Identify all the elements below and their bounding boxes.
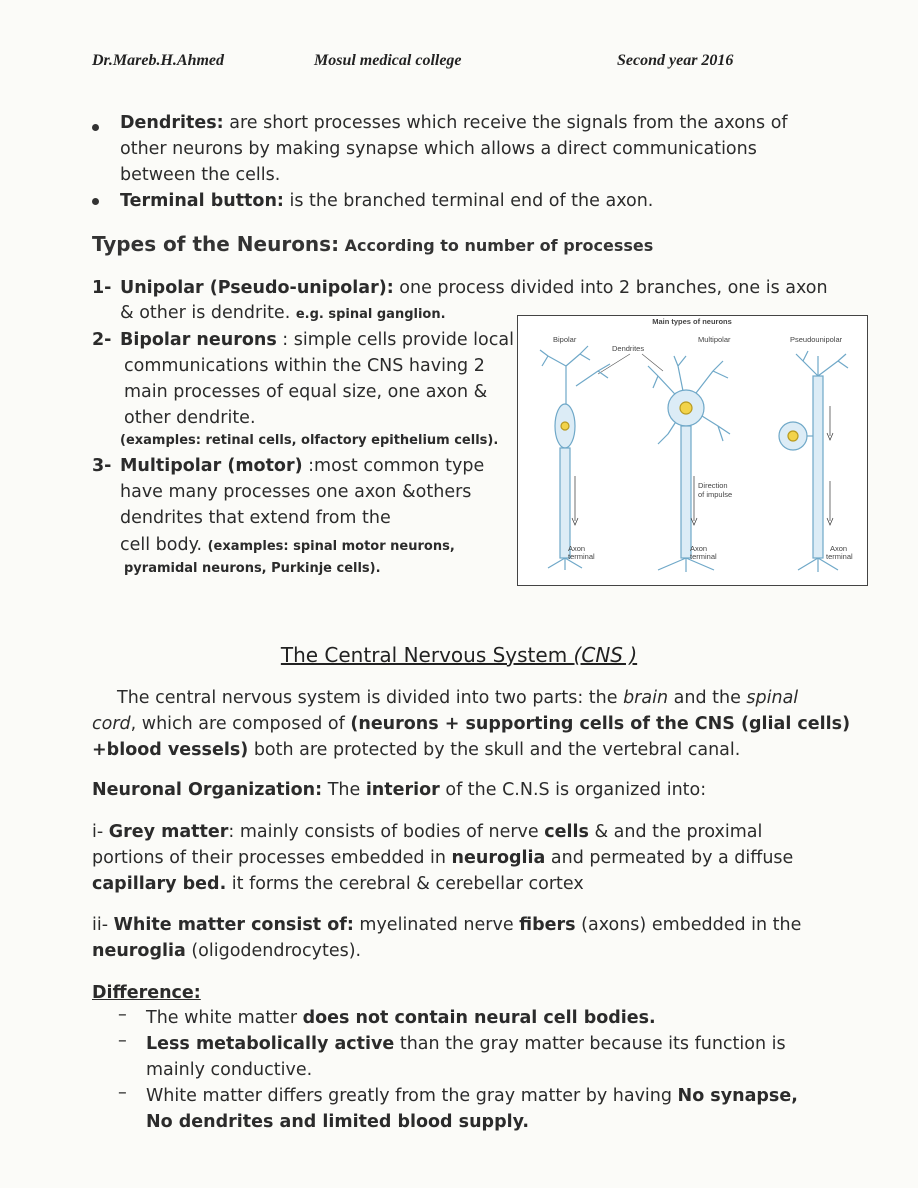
- pseudounipolar-neuron: [779, 351, 848, 572]
- label-terminal-multipolar: terminal: [690, 552, 717, 561]
- header-author: Dr.Mareb.H.Ahmed: [92, 52, 225, 69]
- label-impulse: of impulse: [698, 490, 733, 499]
- difference-heading: Difference:: [92, 983, 201, 1003]
- type2-example: (examples: retinal cells, olfactory epithelium cells).: [120, 433, 499, 448]
- types-heading: Types of the Neurons: According to number of processes: [92, 232, 654, 256]
- bullet-dot: [92, 198, 99, 205]
- dash-marker: –: [118, 1005, 127, 1025]
- cns-p1-line1: The central nervous system is divided into two parts: the brain and the spinal: [117, 688, 799, 708]
- difference-item-3-line2: No dendrites and limited blood supply.: [146, 1112, 530, 1132]
- difference-item-2-line1: Less metabolically active than the gray matter because its function is: [146, 1034, 786, 1054]
- difference-item-3-line1: White matter differs greatly from the gray matter by having No synapse,: [146, 1086, 798, 1106]
- header-college: Mosul medical college: [314, 52, 462, 69]
- dendrites-line2: other neurons by making synapse which allows a direct communications: [120, 139, 757, 159]
- label-pseudounipolar: Pseudounipolar: [790, 335, 843, 344]
- type3-line3: dendrites that extend from the: [120, 508, 391, 528]
- label-dendrites: Dendrites: [612, 344, 645, 353]
- difference-item-1: The white matter does not contain neural cell bodies.: [146, 1008, 656, 1028]
- neuron-types-figure: [517, 315, 868, 586]
- cns-p1-line3: +blood vessels) both are protected by the skull and the vertebral canal.: [92, 740, 741, 760]
- cns-title: The Central Nervous System (CNS ): [280, 643, 638, 667]
- type1-line1: Unipolar (Pseudo-unipolar): one process divided into 2 branches, one is axon: [120, 278, 828, 298]
- type2-line1: Bipolar neurons : simple cells provide local: [120, 330, 514, 350]
- type2-line3: main processes of equal size, one axon &: [124, 382, 488, 402]
- label-bipolar: Bipolar: [553, 335, 577, 344]
- label-axon-bipolar: Axon: [568, 544, 586, 553]
- dash-marker: –: [118, 1083, 127, 1103]
- figure-title: Main types of neurons: [652, 317, 732, 326]
- type3-line4: cell body. (examples: spinal motor neurons,: [120, 535, 455, 555]
- neuron-diagram: [518, 316, 867, 585]
- terminal-button-line: Terminal button: is the branched terminal end of the axon.: [120, 191, 654, 211]
- type1-num: 1-: [92, 278, 112, 298]
- type3-example2: pyramidal neurons, Purkinje cells).: [124, 561, 381, 576]
- organization-line: Neuronal Organization: The interior of the C.N.S is organized into:: [92, 780, 707, 800]
- label-axon-multipolar: Axon: [690, 544, 708, 553]
- type3-line2: have many processes one axon &others: [120, 482, 472, 502]
- type2-num: 2-: [92, 330, 112, 350]
- grey-matter-line3: capillary bed. it forms the cerebral & cerebellar cortex: [92, 874, 584, 894]
- type3-num: 3-: [92, 456, 112, 476]
- label-direction: Direction: [698, 481, 728, 490]
- difference-item-2-line2: mainly conductive.: [146, 1060, 313, 1080]
- header-year: Second year 2016: [617, 52, 734, 69]
- type3-line1: Multipolar (motor) :most common type: [120, 456, 485, 476]
- bipolar-neuron: [540, 346, 610, 570]
- white-matter-line1: ii- White matter consist of: myelinated nerve fibers (axons) embedded in the: [92, 915, 802, 935]
- multipolar-neuron: [648, 356, 733, 572]
- label-multipolar: Multipolar: [698, 335, 731, 344]
- dash-marker: –: [118, 1031, 127, 1051]
- grey-matter-line1: i- Grey matter: mainly consists of bodies of nerve cells & and the proximal: [92, 822, 763, 842]
- dendrites-line1: Dendrites: are short processes which receive the signals from the axons of: [120, 113, 788, 133]
- type1-line2: & other is dendrite. e.g. spinal ganglion.: [120, 303, 446, 323]
- label-terminal-bipolar: terminal: [568, 552, 595, 561]
- label-axon-pseudo: Axon: [830, 544, 848, 553]
- white-matter-line2: neuroglia (oligodendrocytes).: [92, 941, 362, 961]
- label-terminal-pseudo: terminal: [826, 552, 853, 561]
- bullet-dot: [92, 124, 99, 131]
- cns-p1-line2: cord, which are composed of (neurons + supporting cells of the CNS (glial cells): [92, 714, 851, 734]
- type2-line2: communications within the CNS having 2: [124, 356, 485, 376]
- grey-matter-line2: portions of their processes embedded in neuroglia and permeated by a diffuse: [92, 848, 794, 868]
- type2-line4: other dendrite.: [124, 408, 256, 428]
- dendrites-line3: between the cells.: [120, 165, 281, 185]
